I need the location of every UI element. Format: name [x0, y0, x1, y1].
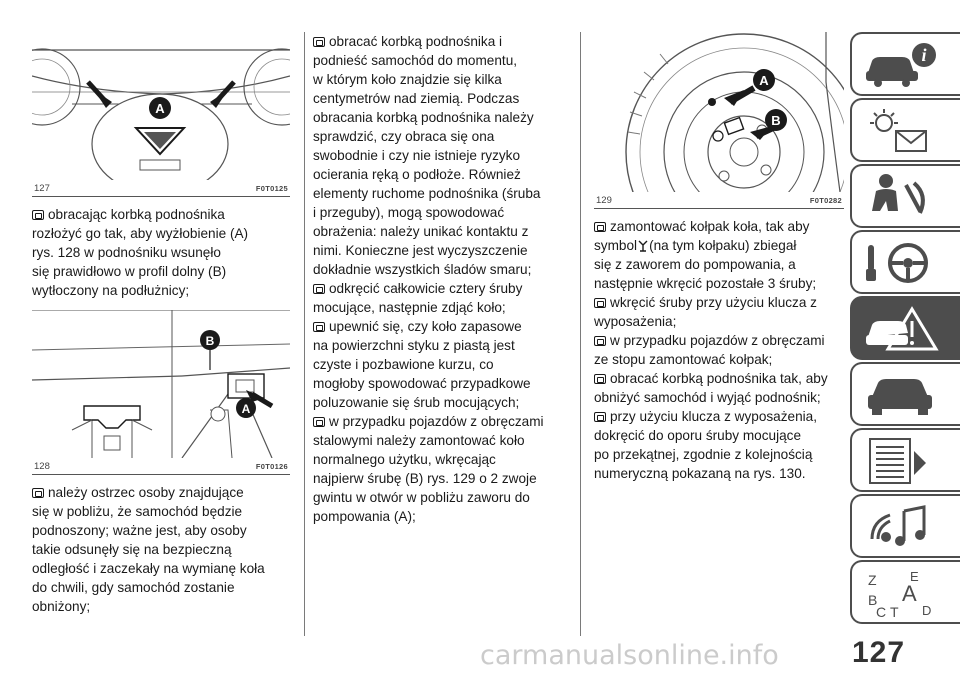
figure-129-number: 129 — [596, 194, 612, 206]
index-letter-c: C — [876, 604, 887, 617]
col1-paragraph-1 — [32, 205, 290, 300]
bullet-icon — [594, 298, 606, 308]
index-letter-d: D — [922, 603, 932, 617]
bullet-icon — [32, 210, 44, 220]
tab-safety[interactable] — [850, 164, 960, 228]
col1-p1-line-0: obracając korbką podnośnika — [48, 207, 225, 222]
col1-p2-line-2: podnoszony; ważne jest, aby osoby — [32, 523, 247, 538]
col2-p1-line-12: dokładnie wszystkich śladów smaru; — [313, 262, 532, 277]
col1-p1-line-3: się prawidłowo w profil dolny (B) — [32, 264, 227, 279]
figure-128-label-b: B — [205, 334, 215, 348]
col2-p2-line-0: odkręcić całkowicie cztery śruby — [329, 281, 523, 296]
col3-paragraph-5 — [594, 407, 844, 483]
multimedia-icon — [862, 501, 942, 551]
col2-p1-line-5: sprawdzić, czy obraca się ona — [313, 129, 495, 144]
watermark: carmanualsonline.info — [480, 640, 779, 671]
bullet-icon — [313, 322, 325, 332]
col1-p2-line-0: należy ostrzec osoby znajdujące — [48, 485, 244, 500]
section-tabs — [850, 32, 960, 626]
col3-p1-line-0: zamontować kołpak koła, tak aby — [610, 219, 810, 234]
col2-p4-line-5: pompowania (A); — [313, 509, 416, 524]
index-letter-e: E — [910, 569, 919, 584]
tab-warning-lights[interactable] — [850, 98, 960, 162]
tab-technical-data[interactable] — [850, 428, 960, 492]
col2-p1-line-2: w którym koło znajdzie się kilka — [313, 72, 502, 87]
figure-127-drawing — [32, 32, 290, 180]
col2-p1-line-10: obrażenia: należy unikać kontaktu z — [313, 224, 529, 239]
car-maintenance-icon — [862, 369, 942, 419]
col1-p2-line-3: takie odsunęły się na bezpieczną — [32, 542, 232, 557]
figure-129-code: F0T0282 — [809, 195, 842, 205]
col1-p1-line-1: rozłożyć go tak, aby wyżłobienie (A) — [32, 226, 249, 241]
col3-p3-line-0: w przypadku pojazdów z obręczami — [610, 333, 825, 348]
figure-127-number: 127 — [34, 182, 50, 194]
col3-p2-line-1: wyposażenia; — [594, 314, 677, 329]
col2-p3-line-0: upewnić się, czy koło zapasowe — [329, 319, 522, 334]
col2-p3-line-1: na powierzchni styku z piastą jest — [313, 338, 515, 353]
seat-safety-icon — [862, 171, 942, 221]
col2-paragraph-3 — [313, 317, 571, 412]
col2-p3-line-4: poluzowanie się śrub mocujących; — [313, 395, 520, 410]
figure-129-label-a: A — [759, 73, 769, 88]
col3-p1-line-3: następnie wkręcić pozostałe 3 śruby; — [594, 276, 817, 291]
warning-lights-icon — [862, 105, 942, 155]
col2-p1-line-1: podnieść samochód do momentu, — [313, 53, 518, 68]
column-3 — [594, 32, 844, 483]
figure-129-drawing — [594, 32, 844, 192]
col2-p4-line-1: stalowymi należy zamontować koło — [313, 433, 525, 448]
tab-index[interactable] — [850, 560, 960, 624]
index-icon — [862, 567, 942, 617]
column-divider-1 — [304, 32, 305, 636]
col2-paragraph-2 — [313, 279, 571, 317]
col2-p2-line-1: mocujące, następnie zdjąć koło; — [313, 300, 506, 315]
column-2 — [313, 32, 571, 526]
col3-p4-line-0: obracać korbką podnośnika tak, aby — [610, 371, 828, 386]
col2-p4-line-4: gwintu w otwór w pobliżu zaworu do — [313, 490, 530, 505]
col3-paragraph-1 — [594, 217, 844, 293]
bullet-icon — [594, 336, 606, 346]
col2-p4-line-3: najpierw śrubę (B) rys. 129 o 2 zwoje — [313, 471, 537, 486]
bullet-icon — [313, 37, 325, 47]
col2-p1-line-6: swobodnie i czy nie istnieje ryzyko — [313, 148, 521, 163]
col2-p3-line-2: czyste i pozbawione kurzu, co — [313, 357, 494, 372]
figure-129-label-b: B — [771, 113, 781, 128]
col2-p1-line-11: nimi. Konieczne jest wyczyszczenie — [313, 243, 528, 258]
col1-paragraph-2 — [32, 483, 290, 616]
steering-key-icon — [862, 237, 942, 287]
col2-p1-line-3: centymetrów nad ziemią. Podczas — [313, 91, 520, 106]
bullet-icon — [313, 284, 325, 294]
col3-paragraph-4 — [594, 369, 844, 407]
col3-p3-line-1: ze stopu zamontować kołpak; — [594, 352, 773, 367]
index-letter-z: Z — [868, 572, 877, 588]
bullet-icon — [32, 488, 44, 498]
car-info-icon — [862, 39, 942, 89]
col1-p2-line-5: do chwili, gdy samochód zostanie — [32, 580, 235, 595]
col3-paragraph-3 — [594, 331, 844, 369]
figure-127-code: F0T0125 — [255, 183, 288, 193]
column-1 — [32, 32, 290, 616]
figure-129 — [594, 32, 844, 209]
col2-p4-line-0: w przypadku pojazdów z obręczami — [329, 414, 544, 429]
col3-p5-line-3: numeryczną pokazaną na rys. 130. — [594, 466, 806, 481]
col1-p1-line-2: rys. 128 w podnośniku wsunęło — [32, 245, 221, 260]
bullet-icon — [594, 374, 606, 384]
tab-car-info[interactable] — [850, 32, 960, 96]
col2-p3-line-3: mogłoby spowodować przypadkowe — [313, 376, 531, 391]
technical-data-icon — [862, 435, 942, 485]
col1-p1-line-4: wytłoczony na podłużnicy; — [32, 283, 190, 298]
col2-p1-line-7: ocierania ręką o podłoże. Również — [313, 167, 521, 182]
figure-128-code: F0T0126 — [255, 461, 288, 471]
tab-starting-driving[interactable] — [850, 230, 960, 294]
valve-symbol-icon — [637, 239, 649, 252]
col2-p4-line-2: normalnego użytku, wkręcając — [313, 452, 496, 467]
col1-p2-line-6: obniżony; — [32, 599, 91, 614]
col3-p5-line-1: dokręcić do oporu śruby mocujące — [594, 428, 802, 443]
col3-paragraph-2 — [594, 293, 844, 331]
tab-maintenance[interactable] — [850, 362, 960, 426]
col3-p2-line-0: wkręcić śruby przy użyciu klucza z — [610, 295, 817, 310]
col1-p2-line-4: odległość i zaczekały na wymianę koła — [32, 561, 265, 576]
col3-p5-line-2: po przekątnej, zgodnie z kolejnością — [594, 447, 813, 462]
col3-p1-symbol-before: symbol — [594, 238, 638, 253]
col2-p1-line-9: i przeguby), mogą spowodować — [313, 205, 505, 220]
col2-paragraph-1 — [313, 32, 571, 279]
index-letter-b: B — [868, 592, 878, 608]
tab-multimedia[interactable] — [850, 494, 960, 558]
col3-p5-line-0: przy użyciu klucza z wyposażenia, — [610, 409, 818, 424]
col1-p2-line-1: się w pobliżu, że samochód będzie — [32, 504, 243, 519]
svg-text:i: i — [921, 45, 927, 65]
tab-emergency[interactable] — [850, 296, 960, 360]
figure-128-drawing — [32, 310, 290, 458]
col3-p4-line-1: obniżyć samochód i wyjąć podnośnik; — [594, 390, 821, 405]
bullet-icon — [594, 412, 606, 422]
col2-p1-line-0: obracać korbką podnośnika i — [329, 34, 503, 49]
col2-paragraph-4 — [313, 412, 571, 526]
col3-p1-symbol-after: (na tym kołpaku) zbiegał — [649, 238, 797, 253]
col2-p1-line-8: elementy ruchome podnośnika (śruba — [313, 186, 541, 201]
figure-127 — [32, 32, 290, 197]
bullet-icon — [594, 222, 606, 232]
figure-128-number: 128 — [34, 460, 50, 472]
index-letter-a: A — [902, 581, 917, 606]
column-divider-2 — [580, 32, 581, 636]
col3-p1-line-2: się z zaworem do pompowania, a — [594, 257, 796, 272]
emergency-icon — [862, 303, 942, 353]
figure-128-label-a: A — [241, 402, 251, 416]
figure-127-label-a: A — [155, 101, 165, 116]
index-letter-t: T — [890, 604, 899, 617]
page-number: 127 — [852, 636, 906, 669]
col2-p1-line-4: obracania korbką podnośnika należy — [313, 110, 534, 125]
figure-128 — [32, 310, 290, 475]
bullet-icon — [313, 417, 325, 427]
